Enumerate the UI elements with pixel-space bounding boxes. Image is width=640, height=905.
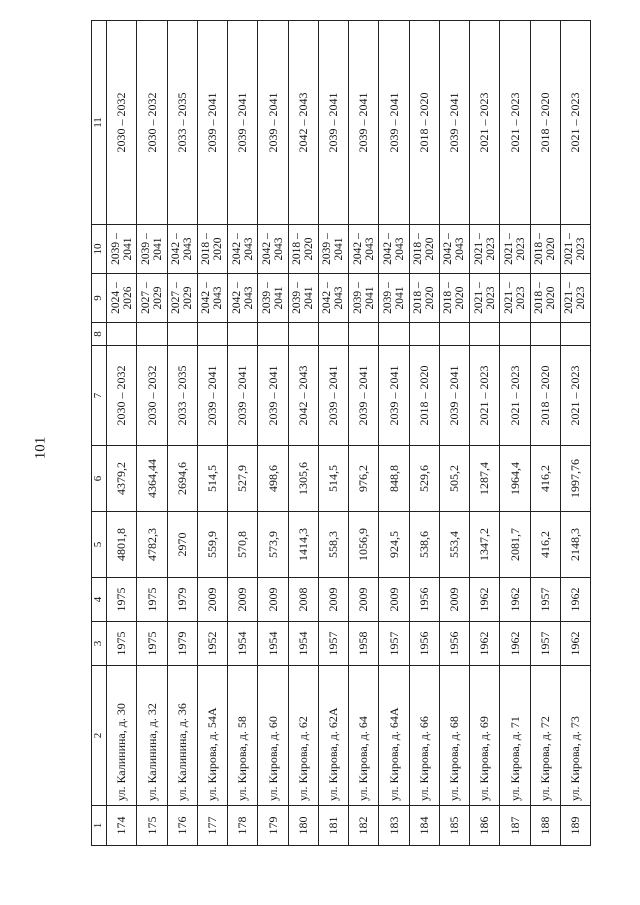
address-cell: ул. Кирова, д. 64А xyxy=(379,666,409,806)
roof-repair-period-cell: 2030 – 2032 xyxy=(107,346,137,446)
living-area-cell: 416,2 xyxy=(530,446,560,512)
row-number-cell: 178 xyxy=(228,806,258,846)
table-row xyxy=(137,21,167,846)
address-cell: ул. Кирова, д. 64 xyxy=(349,666,379,806)
table-row xyxy=(439,21,469,846)
overall-repair-period-cell: 2039 – 2041 xyxy=(197,21,227,225)
systems-repair-period-cell: 2042 – 2043 xyxy=(228,225,258,274)
living-area-cell: 976,2 xyxy=(349,446,379,512)
year-built-cell: 1957 xyxy=(530,622,560,666)
column-header: 6 xyxy=(92,446,107,512)
row-number-cell: 176 xyxy=(167,806,197,846)
systems-repair-period-cell: 2018 – 2020 xyxy=(409,225,439,274)
address-cell: ул. Кирова, д. 58 xyxy=(228,666,258,806)
year-built-cell: 1956 xyxy=(439,622,469,666)
table-row xyxy=(409,21,439,846)
year-built-cell: 1954 xyxy=(258,622,288,666)
facade-repair-period-cell: 2027 – 2029 xyxy=(137,274,167,323)
address-cell: ул. Кирова, д. 73 xyxy=(560,666,590,806)
roof-repair-period-cell: 2021 – 2023 xyxy=(470,346,500,446)
year-commissioned-cell: 1962 xyxy=(500,578,530,622)
systems-repair-period-cell: 2021 – 2023 xyxy=(470,225,500,274)
column-header: 11 xyxy=(92,21,107,225)
year-commissioned-cell: 2009 xyxy=(439,578,469,622)
roof-repair-period-cell: 2021 – 2023 xyxy=(500,346,530,446)
row-number-cell: 185 xyxy=(439,806,469,846)
year-commissioned-cell: 1975 xyxy=(107,578,137,622)
year-built-cell: 1962 xyxy=(560,622,590,666)
address-cell: ул. Калинина, д. 30 xyxy=(107,666,137,806)
table-row xyxy=(349,21,379,846)
roof-repair-period-cell: 2039 – 2041 xyxy=(439,346,469,446)
table-row xyxy=(197,21,227,846)
year-commissioned-cell: 2009 xyxy=(349,578,379,622)
roof-repair-period-cell: 2021 – 2023 xyxy=(560,346,590,446)
facade-repair-period-cell: 2018 – 2020 xyxy=(439,274,469,323)
column-8-cell xyxy=(560,323,590,346)
systems-repair-period-cell: 2042 – 2043 xyxy=(349,225,379,274)
living-area-cell: 529,6 xyxy=(409,446,439,512)
overall-repair-period-cell: 2030 – 2032 xyxy=(137,21,167,225)
roof-repair-period-cell: 2039 – 2041 xyxy=(228,346,258,446)
table-row xyxy=(288,21,318,846)
living-area-cell: 1287,4 xyxy=(470,446,500,512)
living-area-cell: 1964,4 xyxy=(500,446,530,512)
overall-repair-period-cell: 2039 – 2041 xyxy=(318,21,348,225)
living-area-cell: 848,8 xyxy=(379,446,409,512)
table-row xyxy=(107,21,137,846)
address-cell: ул. Калинина, д. 36 xyxy=(167,666,197,806)
column-8-cell xyxy=(288,323,318,346)
year-built-cell: 1979 xyxy=(167,622,197,666)
total-area-cell: 553,4 xyxy=(439,512,469,578)
repair-schedule-table xyxy=(91,20,591,846)
facade-repair-period-cell: 2042 – 2043 xyxy=(318,274,348,323)
facade-repair-period-cell: 2018 – 2020 xyxy=(409,274,439,323)
facade-repair-period-cell: 2021 – 2023 xyxy=(560,274,590,323)
facade-repair-period-cell: 2039 – 2041 xyxy=(288,274,318,323)
year-commissioned-cell: 1975 xyxy=(137,578,167,622)
facade-repair-period-cell: 2021 – 2023 xyxy=(500,274,530,323)
year-built-cell: 1954 xyxy=(228,622,258,666)
total-area-cell: 1347,2 xyxy=(470,512,500,578)
address-cell: ул. Кирова, д. 62 xyxy=(288,666,318,806)
overall-repair-period-cell: 2039 – 2041 xyxy=(439,21,469,225)
facade-repair-period-cell: 2021 – 2023 xyxy=(470,274,500,323)
column-8-cell xyxy=(228,323,258,346)
table-row xyxy=(228,21,258,846)
row-number-cell: 181 xyxy=(318,806,348,846)
year-built-cell: 1956 xyxy=(409,622,439,666)
table-row xyxy=(167,21,197,846)
systems-repair-period-cell: 2042 – 2043 xyxy=(439,225,469,274)
column-8-cell xyxy=(107,323,137,346)
overall-repair-period-cell: 2030 – 2032 xyxy=(107,21,137,225)
living-area-cell: 527,9 xyxy=(228,446,258,512)
overall-repair-period-cell: 2018 – 2020 xyxy=(409,21,439,225)
total-area-cell: 2148,3 xyxy=(560,512,590,578)
table-row xyxy=(500,21,530,846)
living-area-cell: 2694,6 xyxy=(167,446,197,512)
column-8-cell xyxy=(379,323,409,346)
total-area-cell: 558,3 xyxy=(318,512,348,578)
facade-repair-period-cell: 2039 – 2041 xyxy=(379,274,409,323)
total-area-cell: 4782,3 xyxy=(137,512,167,578)
year-commissioned-cell: 1979 xyxy=(167,578,197,622)
row-number-cell: 177 xyxy=(197,806,227,846)
year-commissioned-cell: 2009 xyxy=(197,578,227,622)
total-area-cell: 538,6 xyxy=(409,512,439,578)
year-built-cell: 1958 xyxy=(349,622,379,666)
row-number-cell: 187 xyxy=(500,806,530,846)
year-commissioned-cell: 2008 xyxy=(288,578,318,622)
row-number-cell: 174 xyxy=(107,806,137,846)
column-header: 1 xyxy=(92,806,107,846)
column-header: 4 xyxy=(92,578,107,622)
year-built-cell: 1975 xyxy=(107,622,137,666)
year-built-cell: 1952 xyxy=(197,622,227,666)
overall-repair-period-cell: 2033 – 2035 xyxy=(167,21,197,225)
systems-repair-period-cell: 2021 – 2023 xyxy=(560,225,590,274)
overall-repair-period-cell: 2021 – 2023 xyxy=(560,21,590,225)
row-number-cell: 189 xyxy=(560,806,590,846)
total-area-cell: 2081,7 xyxy=(500,512,530,578)
total-area-cell: 1414,3 xyxy=(288,512,318,578)
total-area-cell: 570,8 xyxy=(228,512,258,578)
year-commissioned-cell: 2009 xyxy=(258,578,288,622)
year-built-cell: 1962 xyxy=(500,622,530,666)
roof-repair-period-cell: 2018 – 2020 xyxy=(530,346,560,446)
living-area-cell: 1997,76 xyxy=(560,446,590,512)
row-number-cell: 184 xyxy=(409,806,439,846)
overall-repair-period-cell: 2039 – 2041 xyxy=(379,21,409,225)
overall-repair-period-cell: 2021 – 2023 xyxy=(470,21,500,225)
roof-repair-period-cell: 2042 – 2043 xyxy=(288,346,318,446)
roof-repair-period-cell: 2039 – 2041 xyxy=(318,346,348,446)
overall-repair-period-cell: 2039 – 2041 xyxy=(228,21,258,225)
column-number-row xyxy=(92,21,107,846)
facade-repair-period-cell: 2024 – 2026 xyxy=(107,274,137,323)
systems-repair-period-cell: 2018 – 2020 xyxy=(530,225,560,274)
systems-repair-period-cell: 2018 – 2020 xyxy=(197,225,227,274)
overall-repair-period-cell: 2039 – 2041 xyxy=(349,21,379,225)
column-8-cell xyxy=(197,323,227,346)
year-commissioned-cell: 1962 xyxy=(470,578,500,622)
roof-repair-period-cell: 2039 – 2041 xyxy=(197,346,227,446)
roof-repair-period-cell: 2039 – 2041 xyxy=(258,346,288,446)
systems-repair-period-cell: 2039 – 2041 xyxy=(318,225,348,274)
year-commissioned-cell: 1962 xyxy=(560,578,590,622)
table-row xyxy=(258,21,288,846)
systems-repair-period-cell: 2021 – 2023 xyxy=(500,225,530,274)
column-8-cell xyxy=(318,323,348,346)
row-number-cell: 186 xyxy=(470,806,500,846)
total-area-cell: 2970 xyxy=(167,512,197,578)
row-number-cell: 175 xyxy=(137,806,167,846)
column-header: 10 xyxy=(92,225,107,274)
column-8-cell xyxy=(349,323,379,346)
column-header: 7 xyxy=(92,346,107,446)
systems-repair-period-cell: 2042 – 2043 xyxy=(379,225,409,274)
page-number: 101 xyxy=(32,436,49,460)
row-number-cell: 183 xyxy=(379,806,409,846)
systems-repair-period-cell: 2042 – 2043 xyxy=(258,225,288,274)
roof-repair-period-cell: 2018 – 2020 xyxy=(409,346,439,446)
year-commissioned-cell: 1956 xyxy=(409,578,439,622)
column-header: 8 xyxy=(92,323,107,346)
overall-repair-period-cell: 2021 – 2023 xyxy=(500,21,530,225)
living-area-cell: 1305,6 xyxy=(288,446,318,512)
column-8-cell xyxy=(167,323,197,346)
row-number-cell: 188 xyxy=(530,806,560,846)
address-cell: ул. Кирова, д. 66 xyxy=(409,666,439,806)
column-8-cell xyxy=(409,323,439,346)
table-row xyxy=(379,21,409,846)
roof-repair-period-cell: 2039 – 2041 xyxy=(349,346,379,446)
total-area-cell: 924,5 xyxy=(379,512,409,578)
column-8-cell xyxy=(500,323,530,346)
column-header: 9 xyxy=(92,274,107,323)
overall-repair-period-cell: 2018 – 2020 xyxy=(530,21,560,225)
year-commissioned-cell: 2009 xyxy=(228,578,258,622)
year-built-cell: 1975 xyxy=(137,622,167,666)
column-header: 2 xyxy=(92,666,107,806)
table-row xyxy=(530,21,560,846)
table-row xyxy=(560,21,590,846)
facade-repair-period-cell: 2027 – 2029 xyxy=(167,274,197,323)
table-row xyxy=(470,21,500,846)
roof-repair-period-cell: 2030 – 2032 xyxy=(137,346,167,446)
row-number-cell: 179 xyxy=(258,806,288,846)
living-area-cell: 514,5 xyxy=(197,446,227,512)
year-built-cell: 1957 xyxy=(318,622,348,666)
living-area-cell: 514,5 xyxy=(318,446,348,512)
year-built-cell: 1962 xyxy=(470,622,500,666)
facade-repair-period-cell: 2042 – 2043 xyxy=(197,274,227,323)
total-area-cell: 573,9 xyxy=(258,512,288,578)
row-number-cell: 180 xyxy=(288,806,318,846)
address-cell: ул. Кирова, д. 54А xyxy=(197,666,227,806)
total-area-cell: 4801,8 xyxy=(107,512,137,578)
column-header: 5 xyxy=(92,512,107,578)
table-row xyxy=(318,21,348,846)
address-cell: ул. Кирова, д. 60 xyxy=(258,666,288,806)
address-cell: ул. Кирова, д. 69 xyxy=(470,666,500,806)
year-commissioned-cell: 1957 xyxy=(530,578,560,622)
total-area-cell: 559,9 xyxy=(197,512,227,578)
address-cell: ул. Кирова, д. 68 xyxy=(439,666,469,806)
row-number-cell: 182 xyxy=(349,806,379,846)
column-8-cell xyxy=(439,323,469,346)
facade-repair-period-cell: 2039 – 2041 xyxy=(258,274,288,323)
living-area-cell: 4364,44 xyxy=(137,446,167,512)
column-header: 3 xyxy=(92,622,107,666)
column-8-cell xyxy=(137,323,167,346)
table-body xyxy=(107,21,591,846)
total-area-cell: 1056,9 xyxy=(349,512,379,578)
column-8-cell xyxy=(258,323,288,346)
address-cell: ул. Кирова, д. 71 xyxy=(500,666,530,806)
overall-repair-period-cell: 2039 – 2041 xyxy=(258,21,288,225)
table-region xyxy=(91,61,591,846)
systems-repair-period-cell: 2039 – 2041 xyxy=(137,225,167,274)
living-area-cell: 4379,2 xyxy=(107,446,137,512)
rotated-table-container xyxy=(91,61,591,846)
systems-repair-period-cell: 2039 – 2041 xyxy=(107,225,137,274)
overall-repair-period-cell: 2042 – 2043 xyxy=(288,21,318,225)
systems-repair-period-cell: 2018 – 2020 xyxy=(288,225,318,274)
address-cell: ул. Кирова, д. 62А xyxy=(318,666,348,806)
year-commissioned-cell: 2009 xyxy=(379,578,409,622)
facade-repair-period-cell: 2018 – 2020 xyxy=(530,274,560,323)
systems-repair-period-cell: 2042 – 2043 xyxy=(167,225,197,274)
facade-repair-period-cell: 2042 – 2043 xyxy=(228,274,258,323)
facade-repair-period-cell: 2039 – 2041 xyxy=(349,274,379,323)
living-area-cell: 498,6 xyxy=(258,446,288,512)
year-built-cell: 1957 xyxy=(379,622,409,666)
living-area-cell: 505,2 xyxy=(439,446,469,512)
column-8-cell xyxy=(470,323,500,346)
roof-repair-period-cell: 2039 – 2041 xyxy=(379,346,409,446)
column-8-cell xyxy=(530,323,560,346)
roof-repair-period-cell: 2033 – 2035 xyxy=(167,346,197,446)
address-cell: ул. Калинина, д. 32 xyxy=(137,666,167,806)
total-area-cell: 416,2 xyxy=(530,512,560,578)
year-commissioned-cell: 2009 xyxy=(318,578,348,622)
address-cell: ул. Кирова, д. 72 xyxy=(530,666,560,806)
year-built-cell: 1954 xyxy=(288,622,318,666)
